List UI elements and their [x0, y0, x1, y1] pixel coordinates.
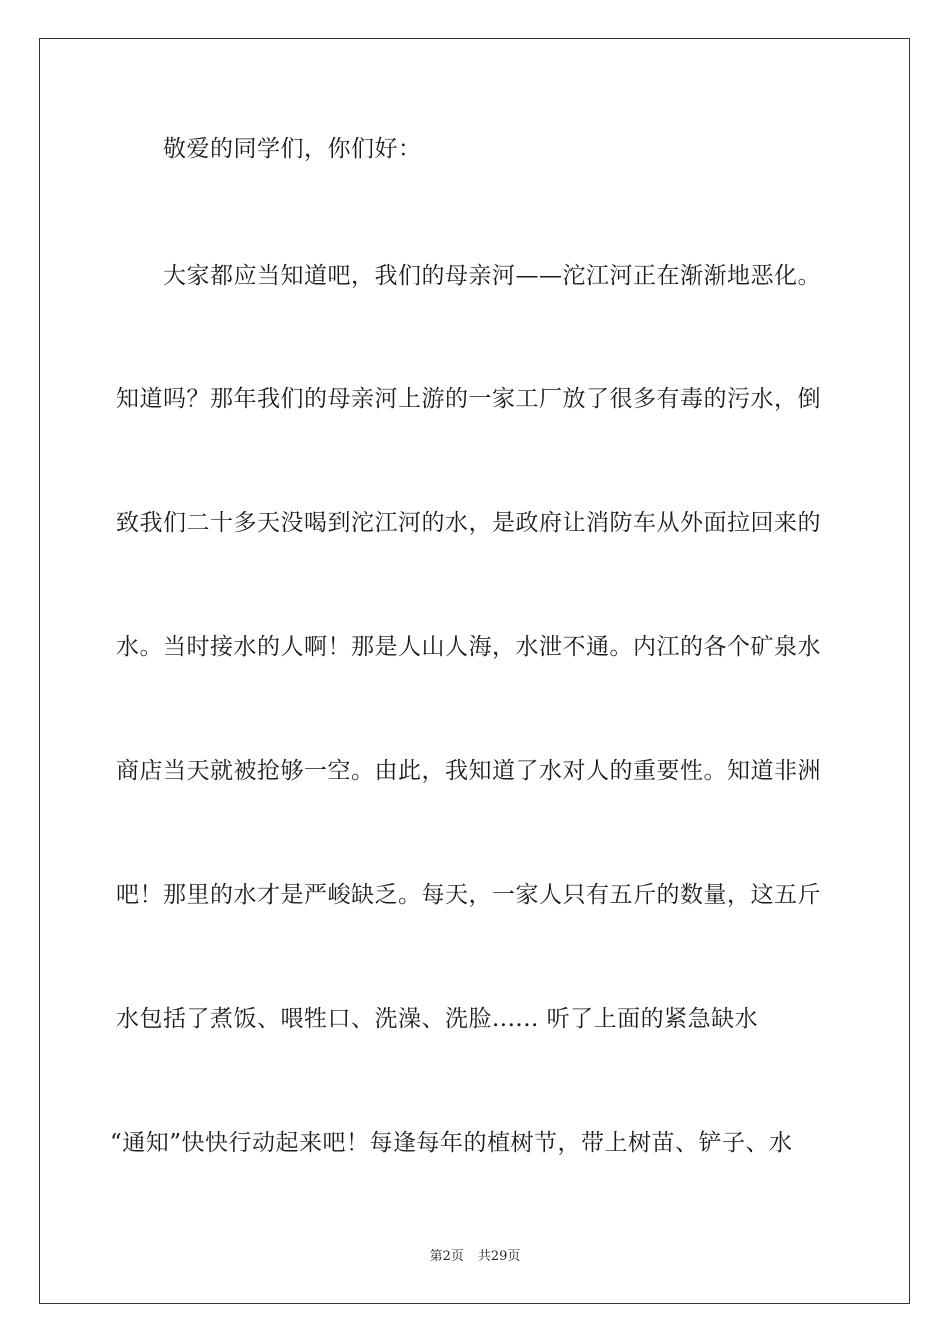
paragraph-line: 致我们二十多天没喝到沱江河的水，是政府让消防车从外面拉回来的 — [116, 510, 821, 536]
page-footer — [0, 1248, 950, 1266]
greeting-line: 敬爱的同学们，你们好： — [163, 136, 422, 162]
paragraph-line: “通知”快快行动起来吧！每逢每年的植树节，带上树苗、铲子、水 — [110, 1130, 793, 1156]
page-border — [39, 38, 910, 1304]
paragraph-line: 水。当时接水的人啊！那是人山人海，水泄不通。内江的各个矿泉水 — [116, 634, 821, 660]
paragraph-line: 吧！那里的水才是严峻缺乏。每天，一家人只有五斤的数量，这五斤 — [116, 882, 821, 908]
paragraph-line: 水包括了煮饭、喂牲口、洗澡、洗脸...... 听了上面的紧急缺水 — [116, 1006, 759, 1032]
paragraph-line: 大家都应当知道吧，我们的母亲河——沱江河正在渐渐地恶化。 — [163, 263, 821, 289]
paragraph-line: 商店当天就被抢够一空。由此，我知道了水对人的重要性。知道非洲 — [116, 758, 821, 784]
paragraph-line: 知道吗？那年我们的母亲河上游的一家工厂放了很多有毒的污水，倒 — [116, 386, 821, 412]
page-total: 共29页 — [477, 1249, 521, 1264]
page-number: 第2页 — [429, 1249, 464, 1264]
